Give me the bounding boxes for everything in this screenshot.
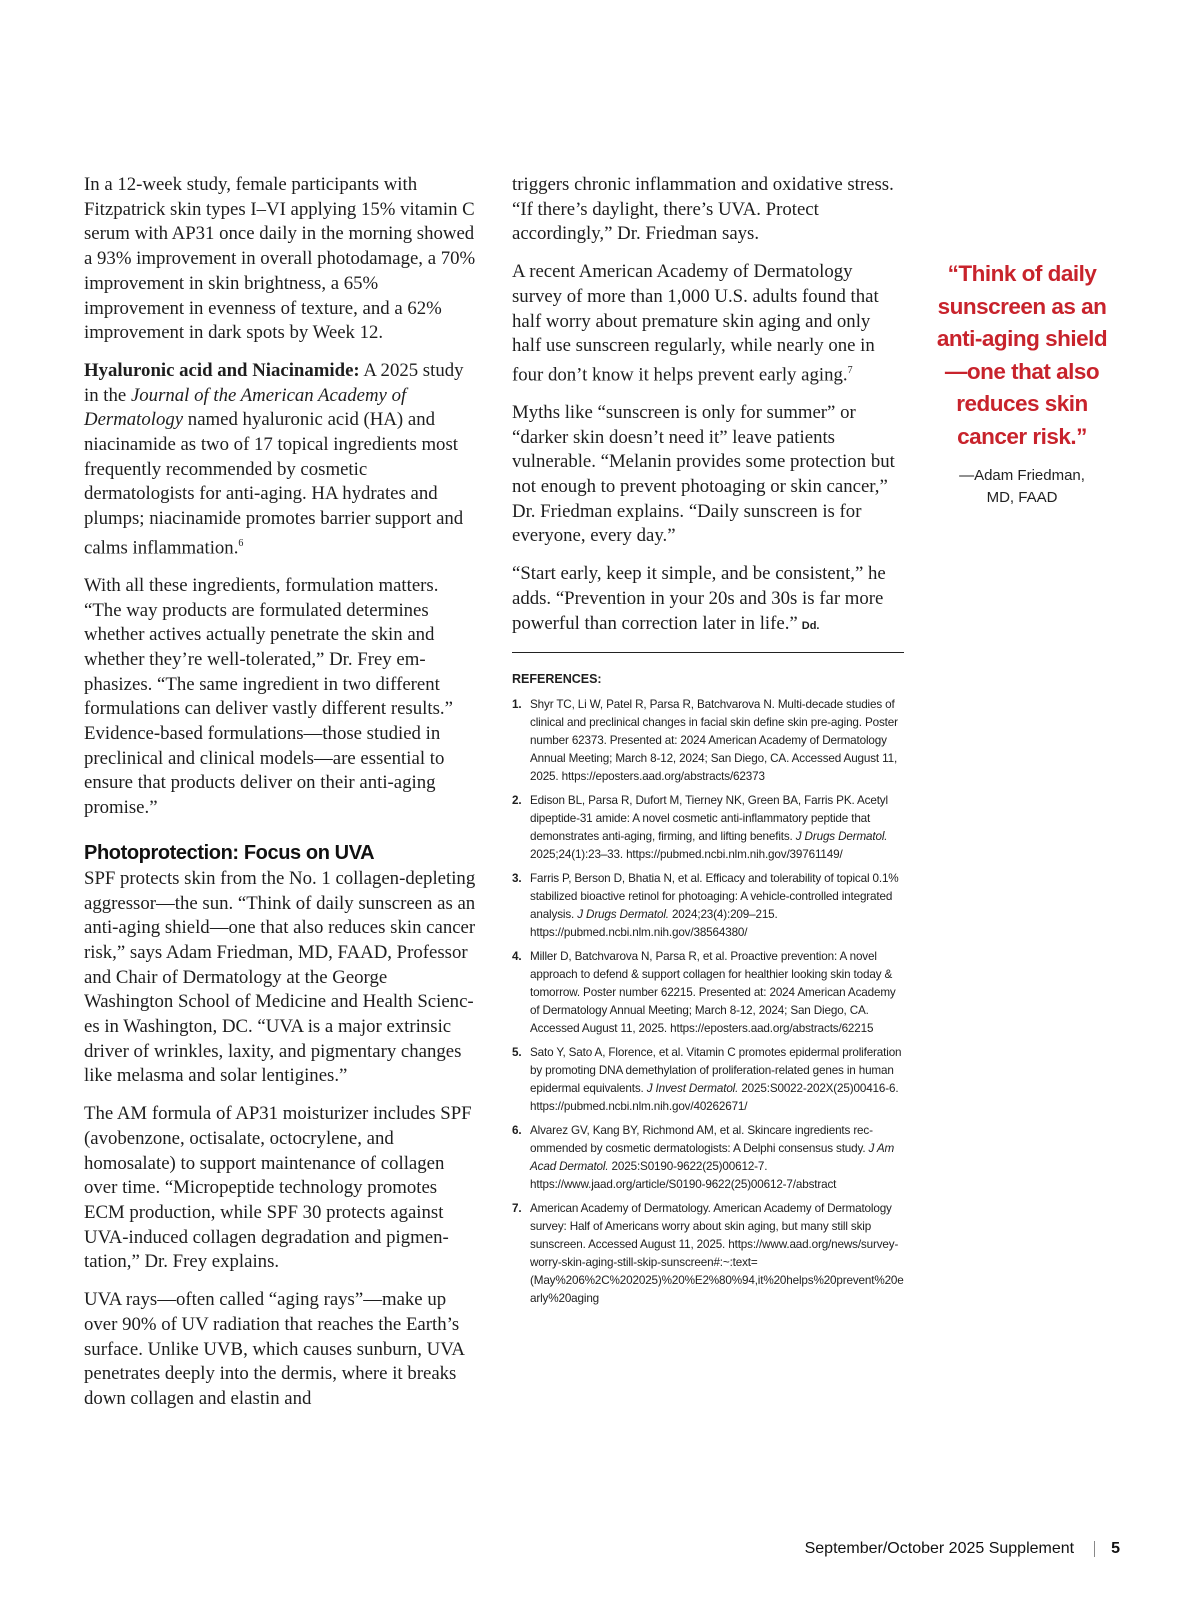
reference-item: 7. American Academy of Dermatology. American Academy of Dermatology survey: Half of Americans worry about skin aging, but many still skip sunscreen. Accessed August 11, 2025. https://www.aad.org/news/survey-worry-skin-aging-still-skip-sunscreen#:~:text=(May%206%2C%202025)%20%E2%80%94,it%20helps%20prevent%20early%20aging (512, 1201, 904, 1305)
reference-item: 6. Alvarez GV, Kang BY, Richmond AM, et al. Skincare ingredients recommended by cosmetic dermatologists: A Delphi consensus study. J Am Acad Dermatol. 2025:S0190-9622(25)00612-7. https://www.jaad.org/article/S0190-9622(25)00612-7/abstract (512, 1123, 895, 1191)
paragraph-vitamin-c-study: In a 12-week study, female participants with Fitzpatrick skin types I–VI applying 15% vitamin C serum with AP31 once daily in the morning showed a 93% improvement in overall photodamage, a 70% improvement in skin brightness, a 65% improvement in evenness of texture, and a 62% improvement in dark spots by Week 12. (84, 174, 476, 344)
reference-item: 4. Miller D, Batchvarova N, Parsa R, et al. Proactive prevention: A novel approach to defend & support collagen for healthier looking skin today & tomorrow. Poster number 62215. Presented at: 2024 American Academy of Dermatology Annual Meeting; March 8-12, 2024; San Diego, CA. Accessed August 11, 2025. https://eposters.aad.org/abstracts/62215 (512, 949, 896, 1035)
citation-superscript: 7 (847, 364, 853, 376)
paragraph-lead-in: Hyaluronic acid and Niacinamide: (84, 359, 360, 381)
paragraph-am-formula: The AM formula of AP31 moisturizer includes SPF (avobenzone, octisalate, octocrylene, and homosalate) to support maintenance of collagen over time. “Micropeptide technology promotes ECM production, while SPF 30 protects against UVA-induced collagen degradation and pigmentation,” Dr. Frey explains. (84, 1103, 472, 1273)
publication-name: September/October 2025 Supplement (804, 1540, 1075, 1557)
references-list (512, 696, 904, 1308)
pull-quote (932, 258, 1112, 509)
paragraph-survey: A recent American Academy of Dermatology survey of more than 1,000 U.S. adults found that half worry about premature skin aging and only half use sunscreen regularly, while nearly one in four don’t know it helps prevent early aging.$^7$ (512, 261, 879, 386)
paragraph-uva-rays: UVA rays—often called “aging rays”—make up over 90% of UV radiation that reaches the Earth’s surface. Unlike UVB, which causes sunburn, UVA penetrates deeply into the dermis, where it breaks down collagen and elastin and (84, 1289, 464, 1409)
footer-divider (1094, 1541, 1095, 1557)
pull-quote-attribution: —Adam Friedman, MD, FAAD (959, 467, 1085, 506)
section-heading: Photoprotection: Focus on UVA (84, 841, 375, 864)
reference-item: 3. Farris P, Berson D, Bhatia N, et al. Efficacy and tolerability of topical 0.1% stabilized bioactive retinol for photoaging: A vehicle-controlled integrated analysis. J Drugs Dermatol. 2024;23(4):209–215. https://pubmed.ncbi.nlm.nih.gov/38564380/ (512, 871, 899, 939)
paragraph-hyaluronic-niacinamide: Hyaluronic acid and Niacinamide: A 2025 study in the Journal of the American Academy of Dermatology named hyaluronic acid (HA) and niacinamide as two of 17 topical ingredients most frequently recommended by cosmetic dermatologists for anti-aging. HA hydrates and plumps; niacinamide promotes barrier support and calms inflammation.$^6$ (84, 359, 464, 559)
end-mark: Dd. (801, 619, 820, 632)
pull-quote-text: “Think of daily sunscreen as an anti-aging shield—one that also reduces skin cancer risk.” (936, 261, 1108, 449)
references-divider (512, 652, 904, 653)
article-column-left (84, 173, 477, 1425)
references-title: REFERENCES: (512, 672, 602, 687)
paragraph-spf: SPF protects skin from the No. 1 collagen-depleting aggressor—the sun. “Think of daily sunscreen as an anti-aging shield—one that also reduces skin cancer risk,” says Adam Friedman, MD, FAAD, Professor and Chair of Dermatology at the George Washington School of Medicine and Health Sciences in Washington, DC. “UVA is a major extrinsic driver of wrinkles, laxity, and pigmentary changes like melasma and solar lentigines.” (84, 867, 476, 1087)
reference-item: 5. Sato Y, Sato A, Florence, et al. Vitamin C promotes epidermal proliferation by promoting DNA demethylation of proliferation-related genes in human epidermal equivalents. J Invest Dermatol. 2025:S0022-202X(25)00416-6. https://pubmed.ncbi.nlm.nih.gov/40262671/ (512, 1045, 902, 1113)
paragraph-inflammation: triggers chronic inflammation and oxidative stress. “If there’s daylight, there’s UVA. Protect accordingly,” Dr. Friedman says. (512, 174, 894, 245)
reference-item: 2. Edison BL, Parsa R, Dufort M, Tierney NK, Green BA, Farris PK. Acetyl dipeptide-31 amide: A novel cosmetic anti-inflammatory peptide that demonstrates anti-aging, firming, and lifting benefits. J Drugs Dermatol. 2025;24(1):23–33. https://pubmed.ncbi.nlm.nih.gov/39761149/ (512, 793, 888, 861)
paragraph-myths: Myths like “sunscreen is only for summer” or “darker skin doesn’t need it” leave patients vulnerable. “Melanin provides some protection but not enough to prevent photoaging or skin cancer,” Dr. Friedman explains. “Daily sunscreen is for everyone, every day.” (512, 401, 895, 547)
paragraph-formulation: With all these ingredients, formulation matters. “The way products are formulated determines whether actives actually penetrate the skin and whether they’re well-tolerated,” Dr. Frey emphasizes. “The same ingredient in two different formulations can deliver vastly different results.” Evidence-based formulations—those studied in preclinical and clinical models—are essential to ensure that products deliver on their anti-aging promise.” (84, 574, 453, 819)
journal-title: Journal of the American Academy of Dermatology (84, 384, 407, 431)
citation-superscript: 6 (238, 537, 244, 549)
paragraph-start-early: “Start early, keep it simple, and be consistent,” he adds. “Prevention in your 20s and 30s is far more powerful than correction later in life.” Dd. (512, 563, 886, 634)
article-column-right (512, 173, 904, 1314)
page-number: 5 (1111, 1540, 1120, 1557)
page-footer (805, 1540, 1120, 1558)
reference-item: 1. Shyr TC, Li W, Patel R, Parsa R, Batchvarova N. Multi-decade studies of clinical and preclinical changes in facial skin define skin pre-aging. Poster number 62373. Presented at: 2024 American Academy of Dermatology Annual Meeting; March 8-12, 2024; San Diego, CA. Accessed August 11, 2025. https://eposters.aad.org/abstracts/62373 (512, 697, 898, 783)
